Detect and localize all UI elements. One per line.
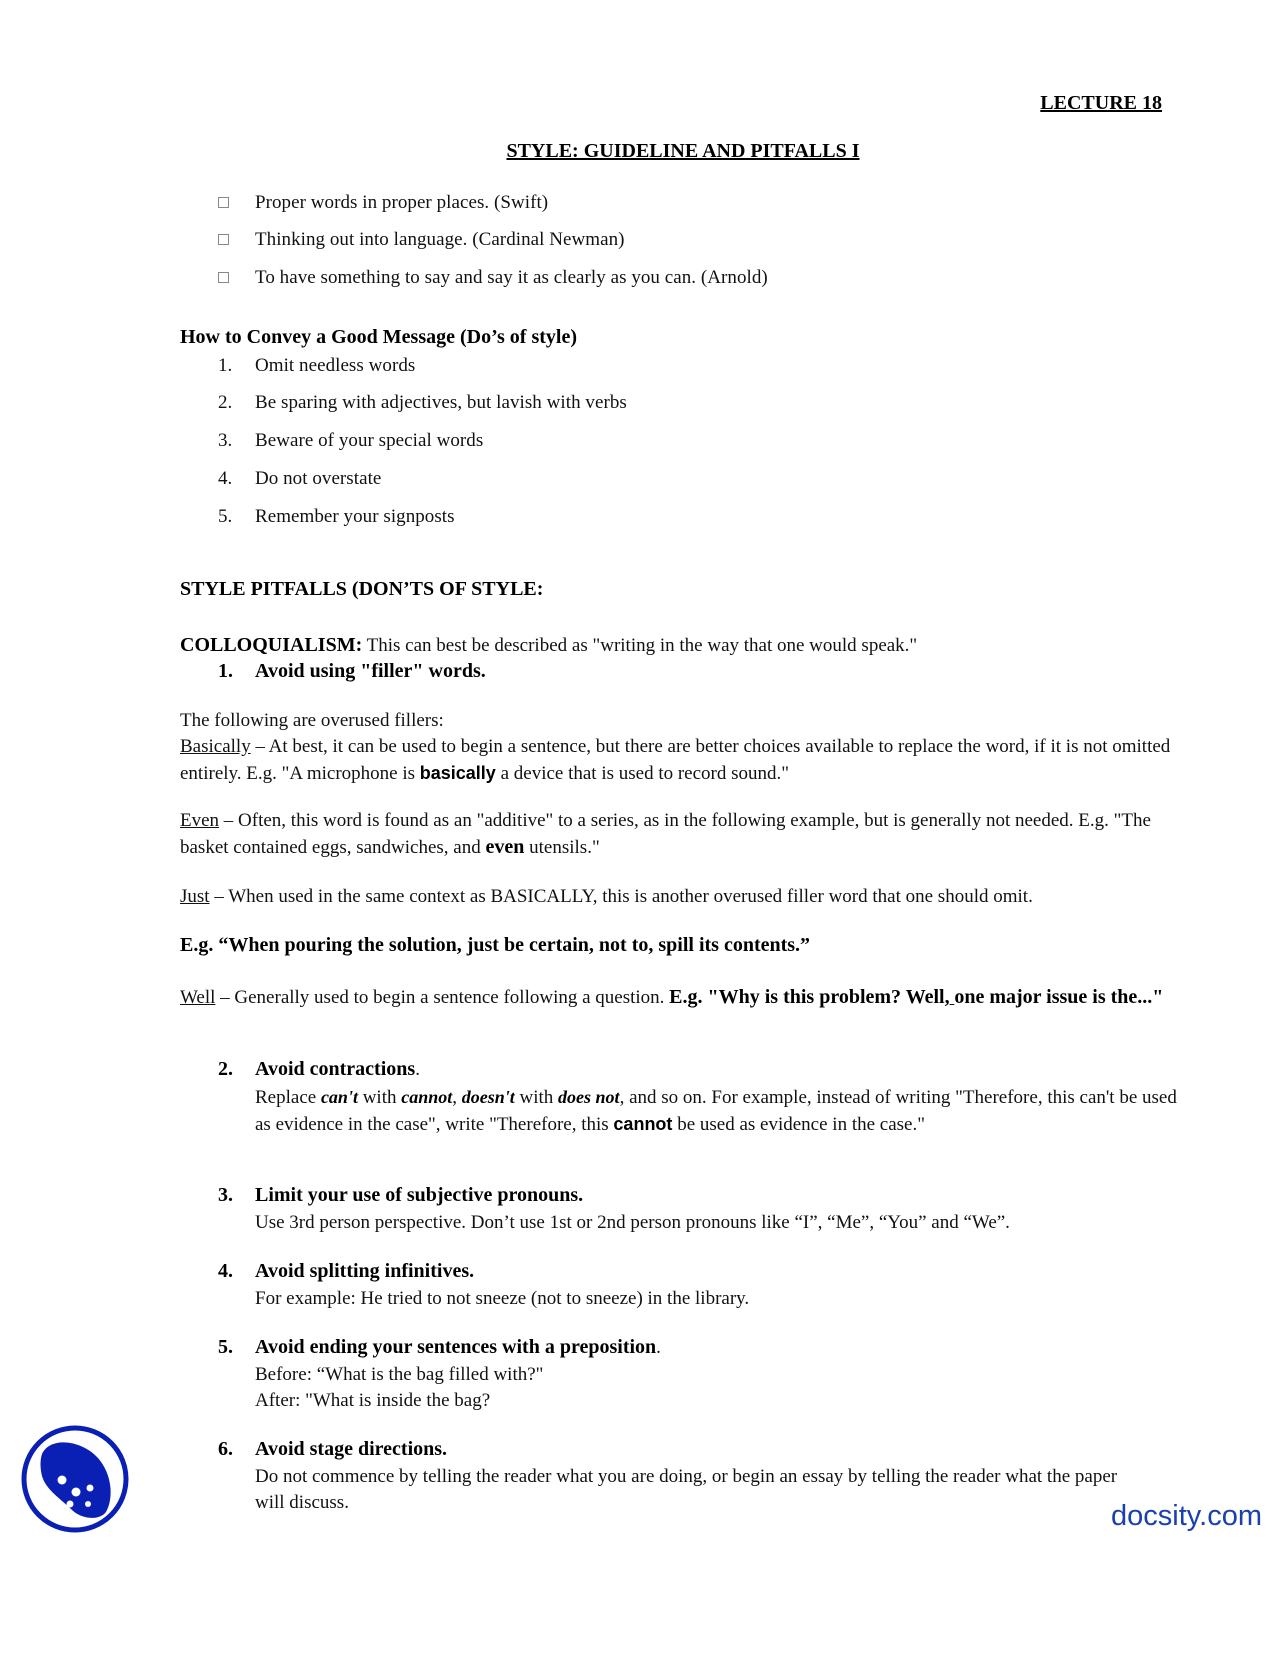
filler-description: – At best, it can be used to begin a sentence, but there are better choices available to replace the word, if it is not omitted entirely. E.g. "A microphone is <box>180 736 1171 784</box>
text-fragment: with <box>357 1087 402 1108</box>
pitfall-title <box>255 1336 661 1359</box>
list-item: Be sparing with adjectives, but lavish with verbs <box>255 392 627 413</box>
list-number: 1. <box>218 660 233 682</box>
pitfall-description: Use 3rd person perspective. Don’t use 1st or 2nd person pronouns like “I”, “Me”, “You” and “We”. <box>255 1212 1010 1233</box>
colloquialism-paragraph <box>180 632 1175 659</box>
checkbox-bullet-icon <box>218 234 229 245</box>
filler-even <box>180 808 1175 861</box>
filler-emphasis: even <box>485 836 525 858</box>
page-title: STYLE: GUIDELINE AND PITFALLS I <box>506 140 860 162</box>
pitfall-title: Avoid stage directions. <box>255 1438 448 1460</box>
filler-word: Well <box>180 987 216 1008</box>
filler-description: – Generally used to begin a sentence following a question. <box>215 987 670 1008</box>
text-fragment: Replace <box>255 1087 321 1108</box>
pitfalls-heading: STYLE PITFALLS (DON’TS OF STYLE: <box>180 578 544 600</box>
pitfall-title-dot: . <box>656 1337 661 1358</box>
filler-well <box>180 984 1175 1011</box>
docsity-logo-icon <box>20 1424 130 1534</box>
colloquialism-text: This can best be described as "writing in the way that one would speak." <box>362 635 918 656</box>
filler-emphasis: one major issue is the..." <box>954 986 1164 1008</box>
pitfall-after: After: "What is inside the bag? <box>255 1390 491 1411</box>
list-item: Omit needless words <box>255 355 416 376</box>
pitfall-title <box>255 1058 420 1081</box>
quote-item: To have something to say and say it as clearly as you can. (Arnold) <box>255 267 768 288</box>
checkbox-bullet-icon <box>218 197 229 208</box>
pitfall-title: Limit your use of subjective pronouns. <box>255 1184 584 1206</box>
contraction-example: can't <box>320 1087 358 1107</box>
list-number: 4. <box>218 468 233 489</box>
filler-word: Basically <box>180 736 251 757</box>
list-number: 2. <box>218 1058 233 1080</box>
emphasis-word: cannot <box>613 1114 673 1134</box>
filler-just <box>180 884 1175 910</box>
list-number: 3. <box>218 1184 233 1206</box>
pitfall-description: Do not commence by telling the reader what you are doing, or begin an essay by telling the reader what the paper will discuss. <box>255 1466 1118 1513</box>
filler-word: Even <box>180 810 220 831</box>
filler-just-example: E.g. “When pouring the solution, just be certain, not to, spill its contents.” <box>180 934 811 956</box>
list-number: 1. <box>218 355 233 376</box>
text-fragment: be used as evidence in the case." <box>672 1114 925 1135</box>
text-fragment: , and so on. For example, instead of writing "Therefore, this can't be used as evidence in the case", write "Therefore, this <box>255 1087 1177 1135</box>
pitfall-description <box>255 1084 1180 1138</box>
docsity-brand-link[interactable]: docsity.com <box>1111 1500 1262 1532</box>
dos-heading: How to Convey a Good Message (Do’s of style) <box>180 326 577 348</box>
replacement-example: does not <box>558 1087 620 1107</box>
replacement-example: cannot <box>401 1087 453 1107</box>
list-item: Remember your signposts <box>255 506 455 527</box>
pitfall-title-text: Avoid ending your sentences with a preposition <box>255 1336 657 1358</box>
list-item: Do not overstate <box>255 468 382 489</box>
list-number: 3. <box>218 430 233 451</box>
filler-emphasis: basically <box>419 763 496 783</box>
filler-description-end: utensils." <box>524 837 600 858</box>
colloquialism-label: COLLOQUIALISM: <box>180 634 363 656</box>
list-number: 5. <box>218 506 233 527</box>
list-number: 2. <box>218 392 233 413</box>
filler-word: Just <box>180 886 210 907</box>
filler-description: – When used in the same context as BASICALLY, this is another overused filler word that one should omit. <box>209 886 1033 907</box>
lecture-number: LECTURE 18 <box>1040 92 1162 114</box>
pitfall-title-text: Avoid contractions <box>255 1058 416 1080</box>
filler-emphasis: E.g. "Why is this problem? Well, <box>669 986 950 1008</box>
pitfall-title: Avoid splitting infinitives. <box>255 1260 475 1282</box>
checkbox-bullet-icon <box>218 272 229 283</box>
quote-item: Thinking out into language. (Cardinal Newman) <box>255 229 625 250</box>
filler-basically <box>180 734 1175 787</box>
fillers-intro: The following are overused fillers: <box>180 710 444 731</box>
list-item: Beware of your special words <box>255 430 484 451</box>
list-number: 4. <box>218 1260 233 1282</box>
pitfall-title: Avoid using "filler" words. <box>255 660 486 682</box>
filler-description-end: a device that is used to record sound." <box>495 763 790 784</box>
quote-item: Proper words in proper places. (Swift) <box>255 192 549 213</box>
text-fragment: with <box>514 1087 559 1108</box>
list-number: 5. <box>218 1336 233 1358</box>
pitfall-before: Before: “What is the bag filled with?" <box>255 1364 544 1385</box>
contraction-example: doesn't <box>461 1087 515 1107</box>
list-number: 6. <box>218 1438 233 1460</box>
pitfall-title-dot: . <box>415 1059 420 1080</box>
pitfall-description: For example: He tried to not sneeze (not to sneeze) in the library. <box>255 1288 750 1309</box>
text-fragment: , <box>452 1087 462 1108</box>
filler-description: – Often, this word is found as an "additive" to a series, as in the following example, but is generally not needed. E.g. "The basket contained eggs, sandwiches, and <box>180 810 1151 858</box>
